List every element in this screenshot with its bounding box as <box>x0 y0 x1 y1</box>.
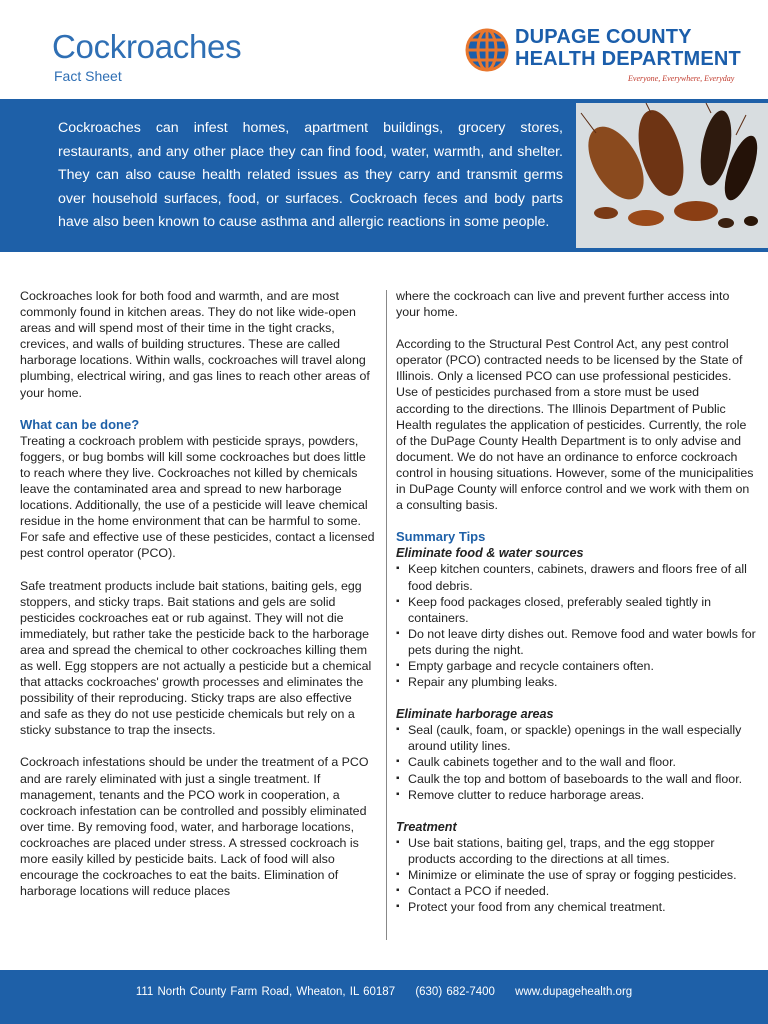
list-item: ▪ Caulk cabinets together and to the wall and floor. <box>396 754 756 770</box>
paragraph-harborage: Cockroaches look for both food and warmth, and are most commonly found in kitchen areas. They do not like wide-open areas and will spend most of their time in the tight cracks, crevices, and walls of building structures. These are called harborage locations. Within walls, cockroaches will travel along plumbing, electrical wiring, and gas lines to reach other areas of your home. <box>20 289 370 400</box>
list-harborage <box>396 722 756 802</box>
list-treatment <box>396 835 756 915</box>
footer-contact <box>0 986 768 998</box>
list-item: ▪ Seal (caulk, foam, or spackle) openings in the wall especially around utility lines. <box>396 722 756 754</box>
dupage-logo <box>465 24 755 90</box>
paragraph-continued: where the cockroach can live and prevent further access into your home. <box>396 289 730 320</box>
intro-text: Cockroaches can infest homes, apartment buildings, grocery stores, restaurants, and any other place they can find food, water, warmth, and shelter. They can also cause health related issues as they carry and transmit germs over household surfaces, food, or surfaces. Cockroach feces and body parts have also been known to cause asthma and allergic reactions in some people. <box>58 120 563 230</box>
right-column <box>396 288 756 931</box>
subheading-food-water: Eliminate food & water sources <box>396 546 584 561</box>
paragraph-infestations: Cockroach infestations should be under the treatment of a PCO and are rarely eliminated with just a single treatment. If management, tenants and the PCO work in cooperation, a cockroach infestation can be controlled and possibly eliminated over time. By removing food, water, and harborage locations, cockroaches are placed under stress. A stressed cockroach is more easily killed by pesticide baits. Lack of food will also encourage the cockroaches to eat the baits. Elimination of harborage locations will reduce places <box>20 755 369 899</box>
list-item: ▪ Caulk the top and bottom of baseboards to the wall and floor. <box>396 771 756 787</box>
page-title: Cockroaches <box>52 28 242 65</box>
subheading-harborage: Eliminate harborage areas <box>396 707 554 722</box>
list-item: ▪ Keep kitchen counters, cabinets, drawers and floors free of all food debris. <box>396 561 756 593</box>
list-food-water <box>396 561 756 690</box>
list-item: ▪ Contact a PCO if needed. <box>396 883 756 899</box>
footer-phone[interactable]: (630) 682-7400 <box>415 986 495 998</box>
heading-what-can-be-done: What can be done? <box>20 416 140 432</box>
cockroach-photo <box>576 103 768 248</box>
page-subtitle: Fact Sheet <box>54 68 122 84</box>
list-item: ▪ Keep food packages closed, preferably sealed tightly in containers. <box>396 594 756 626</box>
list-item: ▪ Do not leave dirty dishes out. Remove food and water bowls for pets during the night. <box>396 626 756 658</box>
list-item: ▪ Use bait stations, baiting gel, traps, and the egg stopper products according to the directions at all times. <box>396 835 756 867</box>
logo-line2: HEALTH DEPARTMENT <box>515 48 741 70</box>
footer-website-link[interactable]: www.dupagehealth.org <box>515 986 633 998</box>
footer-bar <box>0 970 768 1024</box>
globe-icon <box>465 28 509 72</box>
list-item: ▪ Minimize or eliminate the use of spray or fogging pesticides. <box>396 867 756 883</box>
column-divider <box>386 290 387 940</box>
left-column <box>20 288 375 915</box>
paragraph-treatment: Treating a cockroach problem with pesticide sprays, powders, foggers, or bug bombs will kill some cockroaches but does little to reach where they live. Cockroaches not killed by chemicals leave the contaminated area and spread to new harborage locations. Additionally, the use of a pesticide will leave chemical residue in the home environment that can be harmful to some. For safe and effective use of these pesticides, contact a licensed pest control operator (PCO). <box>20 433 375 561</box>
logo-line1: DUPAGE COUNTY <box>515 26 692 48</box>
logo-tagline: Everyone, Everywhere, Everyday <box>628 74 735 83</box>
list-item: ▪ Remove clutter to reduce harborage areas. <box>396 787 756 803</box>
footer-address: 111 North County Farm Road, Wheaton, IL 60187 <box>135 986 396 998</box>
list-item: ▪ Repair any plumbing leaks. <box>396 674 756 690</box>
list-item: ▪ Protect your food from any chemical treatment. <box>396 899 756 915</box>
subheading-treatment: Treatment <box>396 819 457 834</box>
heading-summary-tips: Summary Tips <box>396 529 486 545</box>
intro-banner <box>0 99 768 252</box>
paragraph-safe-products: Safe treatment products include bait stations, baiting gels, egg stoppers, and sticky traps. Bait stations and gels are solid pesticides cockroaches eat or rub against. They will not die immediately, but rather take the pesticide back to the harborage area and spread the chemical to other cockroaches killing them as well. Egg stoppers are not actually a pesticide but a chemical that attacks cockroaches' growth processes and eliminates the possibility of their reproducing. Sticky traps are also effective and safe as they do not use pesticide chemicals but rely on a sticky substance to trap the insects. <box>20 578 372 738</box>
paragraph-pest-control-act: According to the Structural Pest Control Act, any pest control operator (PCO) contracted needs to be licensed by the State of Illinois. Only a licensed PCO can use professional pesticides. Use of pesticides purchased from a store must be used according to the directions. The Illinois Department of Public Health regulates the application of pesticides. Currently, the role of the DuPage County Health Department is to only advise and document. We do not have an ordinance to enforce cockroach control in housing situations. However, some of the municipalities in DuPage County will enforce control and we work with them on a consulting basis. <box>396 337 754 513</box>
list-item: ▪ Empty garbage and recycle containers often. <box>396 658 756 674</box>
